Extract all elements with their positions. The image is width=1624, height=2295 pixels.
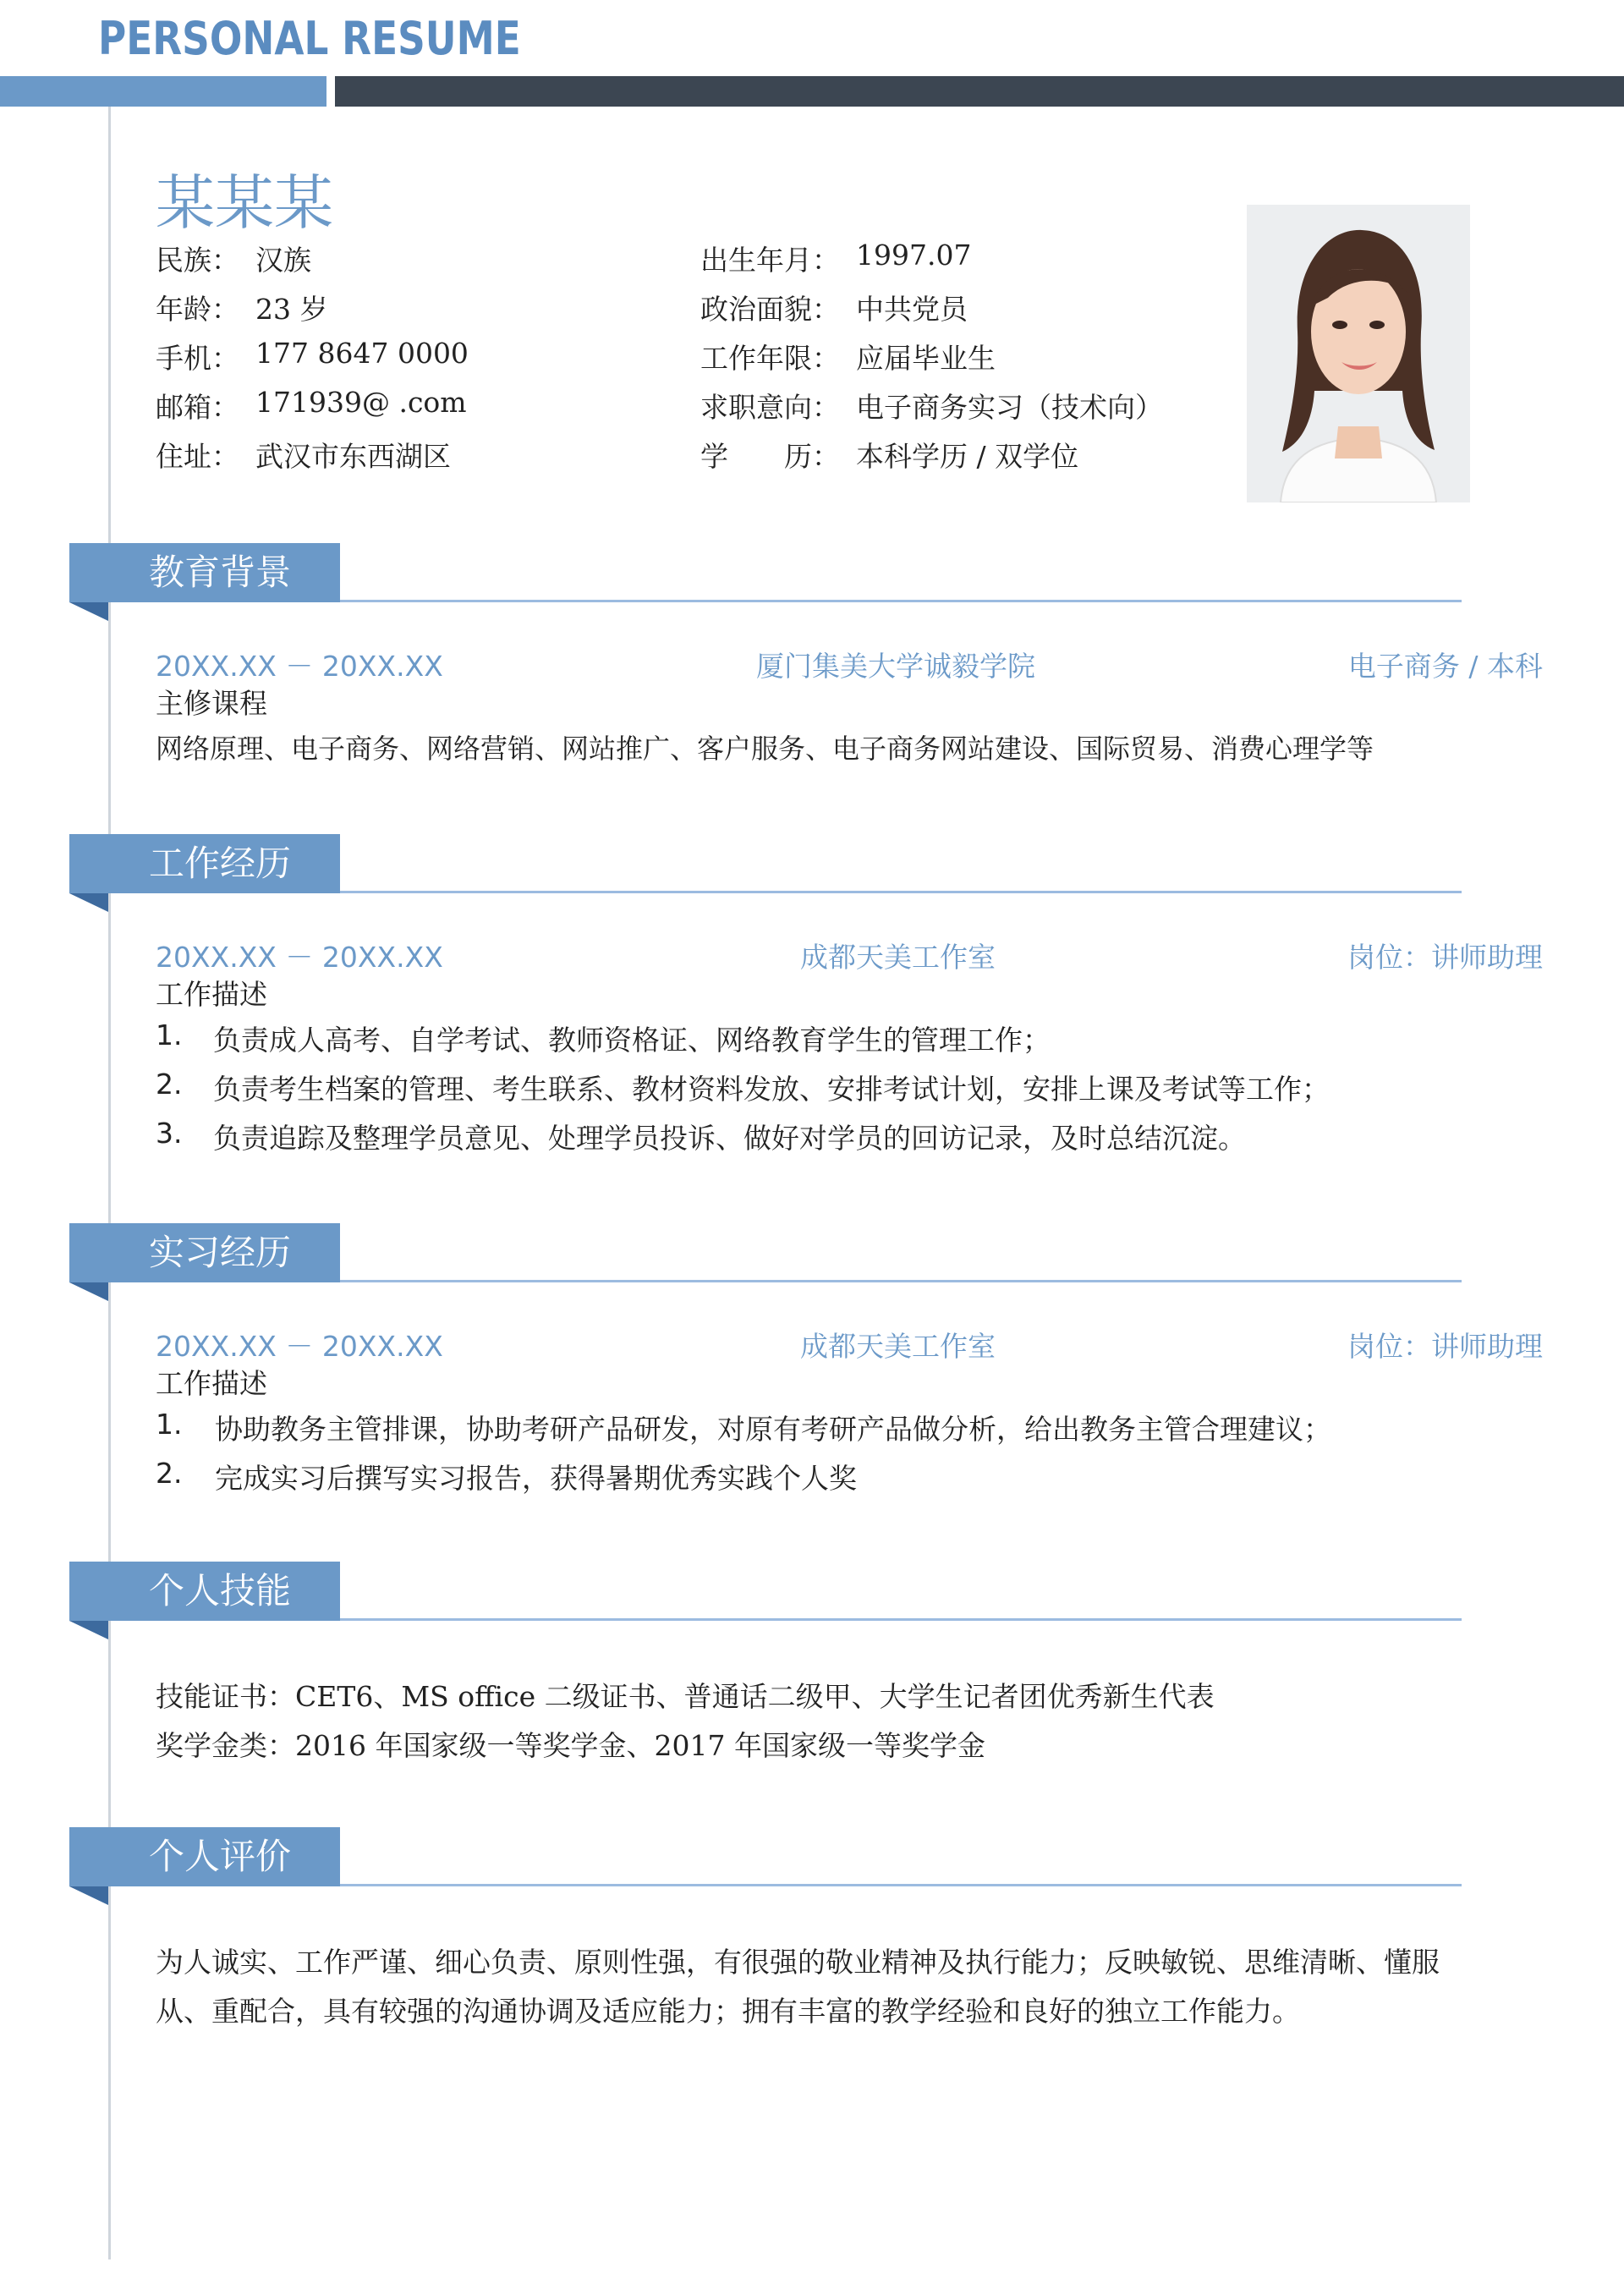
section-divider [340, 600, 1462, 602]
portrait-illustration [1247, 205, 1470, 502]
internship-subheading: 工作描述 [156, 1367, 267, 1400]
info-label: 求职意向： [700, 391, 840, 424]
entry-date: 20XX.XX － 20XX.XX [156, 1330, 443, 1363]
education-courses: 网络原理、电子商务、网络营销、网站推广、客户服务、电子商务网站建设、国际贸易、消费心理学等 [156, 733, 1374, 765]
section-title-work: 工作经历 [69, 834, 340, 893]
list-item-number: 3. [156, 1117, 183, 1150]
candidate-name: 某某某 [156, 168, 333, 238]
entry-company: 成都天美工作室 [800, 1330, 996, 1363]
info-label: 手机： [156, 342, 239, 375]
section-divider [340, 1618, 1462, 1621]
work-subheading: 工作描述 [156, 978, 267, 1011]
section-title-education: 教育背景 [69, 543, 340, 602]
info-label: 年龄： [156, 293, 239, 326]
info-value: 汉族 [255, 244, 311, 277]
info-value: 武汉市东西湖区 [255, 440, 451, 473]
section-title-internship: 实习经历 [69, 1223, 340, 1282]
info-label: 出生年月： [700, 244, 840, 277]
section-divider [340, 1280, 1462, 1282]
evaluation-line: 为人诚实、工作严谨、细心负责、原则性强，有很强的敬业精神及执行能力；反映敏锐、思维清晰、懂服 [156, 1946, 1440, 1979]
info-label: 民族： [156, 244, 239, 277]
header-dark-bar [335, 76, 1624, 107]
section-fold [69, 1282, 108, 1301]
info-label: 邮箱： [156, 391, 239, 424]
entry-position: 岗位：讲师助理 [1347, 941, 1543, 974]
section-title-evaluation: 个人评价 [69, 1827, 340, 1886]
info-value: 中共党员 [856, 293, 968, 326]
info-value: 171939@ .com [255, 386, 467, 419]
info-label: 政治面貌： [700, 293, 840, 326]
entry-date: 20XX.XX － 20XX.XX [156, 650, 443, 683]
info-value: 本科学历 / 双学位 [856, 440, 1079, 473]
info-value: 应届毕业生 [856, 342, 996, 375]
internship-entry [156, 1325, 1543, 1362]
list-item-text: 协助教务主管排课，协助考研产品研发，对原有考研产品做分析，给出教务主管合理建议； [215, 1413, 1331, 1446]
section-fold [69, 893, 108, 912]
entry-date: 20XX.XX － 20XX.XX [156, 941, 443, 974]
profile-photo [1247, 205, 1470, 502]
info-label: 工作年限： [700, 342, 840, 375]
work-entry [156, 936, 1543, 973]
entry-position: 岗位：讲师助理 [1347, 1330, 1543, 1363]
list-item-text: 负责考生档案的管理、考生联系、教材资料发放、安排考试计划，安排上课及考试等工作； [213, 1073, 1330, 1106]
section-fold [69, 1886, 108, 1905]
list-item-number: 1. [156, 1408, 183, 1441]
list-item-number: 2. [156, 1068, 183, 1101]
evaluation-line: 从、重配合，具有较强的沟通协调及适应能力；拥有丰富的教学经验和良好的独立工作能力。 [156, 1995, 1300, 2028]
info-value: 23 岁 [255, 293, 328, 326]
header-accent-bar [0, 76, 326, 107]
resume-header-title: PERSONAL RESUME [98, 12, 521, 65]
list-item-number: 1. [156, 1018, 183, 1051]
section-fold [69, 1621, 108, 1639]
timeline-line [108, 107, 111, 2259]
info-label: 住址： [156, 440, 239, 473]
skills-scholarships: 奖学金类：2016 年国家级一等奖学金、2017 年国家级一等奖学金 [156, 1729, 985, 1762]
list-item-text: 完成实习后撰写实习报告，获得暑期优秀实践个人奖 [215, 1462, 857, 1495]
list-item-number: 2. [156, 1457, 183, 1490]
section-fold [69, 602, 108, 621]
info-value: 电子商务实习（技术向） [856, 391, 1163, 424]
info-value: 177 8647 0000 [255, 337, 469, 370]
section-divider [340, 891, 1462, 893]
education-entry [156, 645, 1543, 682]
entry-major: 电子商务 / 本科 [1347, 650, 1543, 683]
info-label: 学 历： [700, 440, 840, 473]
education-subheading: 主修课程 [156, 687, 267, 720]
entry-company: 成都天美工作室 [800, 941, 996, 974]
entry-school: 厦门集美大学诚毅学院 [756, 650, 1035, 683]
info-value: 1997.07 [856, 239, 972, 272]
section-title-skills: 个人技能 [69, 1562, 340, 1621]
skills-certificates: 技能证书：CET6、MS office 二级证书、普通话二级甲、大学生记者团优秀新生代表 [156, 1680, 1215, 1713]
list-item-text: 负责成人高考、自学考试、教师资格证、网络教育学生的管理工作； [213, 1024, 1051, 1057]
section-divider [340, 1884, 1462, 1886]
list-item-text: 负责追踪及整理学员意见、处理学员投诉、做好对学员的回访记录，及时总结沉淀。 [213, 1122, 1246, 1155]
